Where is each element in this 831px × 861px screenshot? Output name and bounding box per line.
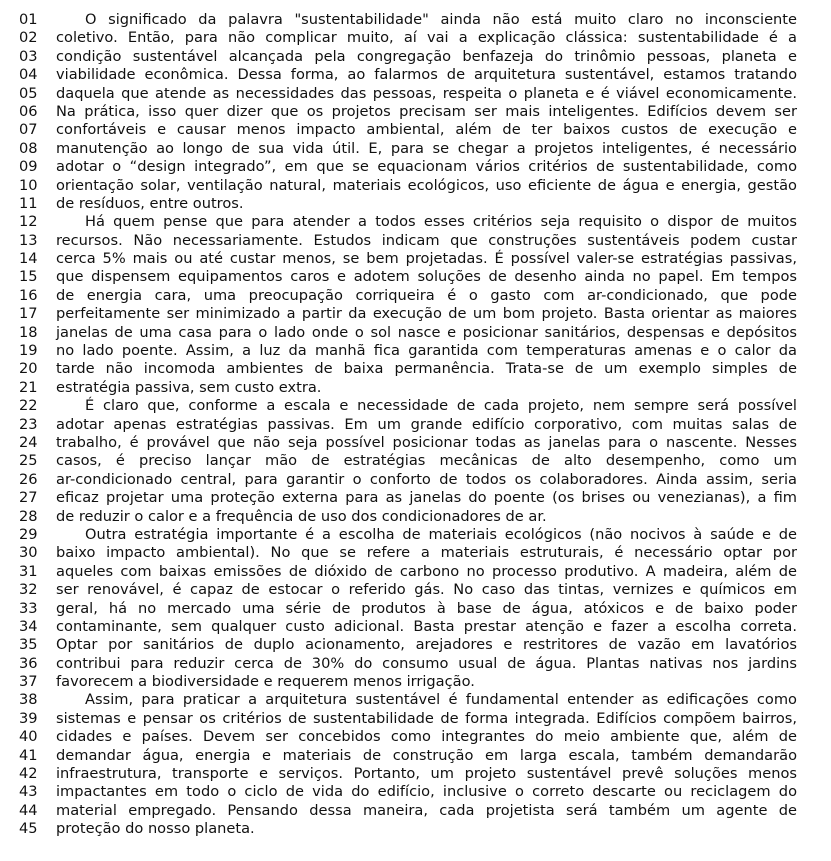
line-text: aqueles com baixas emissões de dióxido de carbono no processo produtivo. A madeira, além de (56, 562, 797, 580)
text-line (0, 342, 831, 360)
line-number: 29 (19, 525, 38, 543)
line-number: 21 (19, 378, 38, 396)
line-text: ar-condicionado central, para garantir o conforto de todos os colaboradores. Ainda assim, seria (56, 470, 797, 488)
text-line (0, 783, 831, 801)
line-text: Optar por sanitários de duplo acionamento, arejadores e restritores de vazão em lavatórios (56, 636, 797, 654)
text-line (0, 489, 831, 507)
line-number: 19 (19, 342, 38, 360)
text-line (0, 85, 831, 103)
text-line (0, 379, 831, 397)
line-number: 02 (19, 29, 38, 47)
line-number: 41 (19, 746, 38, 764)
line-number: 45 (19, 820, 38, 838)
line-text: favorecem a biodiversidade e requerem menos irrigação. (56, 673, 475, 691)
line-number: 43 (19, 783, 38, 801)
text-line (0, 691, 831, 709)
text-line (0, 452, 831, 470)
line-text: tarde não incomoda ambientes de baixa permanência. Trata-se de um exemplo simples de (56, 360, 797, 378)
line-text: demandar água, energia e materiais de construção em larga escala, também demandarão (56, 746, 797, 764)
text-line (0, 103, 831, 121)
line-number: 01 (19, 11, 38, 28)
line-number: 14 (19, 250, 38, 268)
line-number: 40 (19, 728, 38, 746)
line-number: 28 (19, 507, 38, 525)
text-line (0, 158, 831, 176)
line-number: 38 (19, 691, 38, 709)
text-line (0, 471, 831, 489)
line-text: daquela que atende as necessidades das pessoas, respeita o planeta e é viável economicamente. (56, 84, 797, 102)
line-text: geral, há no mercado uma série de produtos à base de água, atóxicos e de baixo poder (56, 599, 797, 617)
line-text: proteção do nosso planeta. (56, 820, 255, 838)
text-line (0, 434, 831, 452)
line-text: confortáveis e causar menos impacto ambiental, além de ter baixos custos de execução e (56, 121, 797, 139)
text-line (0, 305, 831, 323)
text-line (0, 416, 831, 434)
line-number: 33 (19, 599, 38, 617)
line-number: 18 (19, 323, 38, 341)
text-line (0, 48, 831, 66)
line-text: cerca 5% mais ou até custar menos, se bem projetadas. É possível valer-se estratégias passivas, (56, 250, 797, 268)
line-number: 10 (19, 176, 38, 194)
line-text: manutenção ao longo de sua vida útil. E, para se chegar a projetos inteligentes, é necessário (56, 139, 797, 157)
line-number: 39 (19, 709, 38, 727)
line-number: 06 (19, 102, 38, 120)
line-text: É claro que, conforme a escala e necessidade de cada projeto, nem sempre será possível (85, 397, 797, 415)
line-text: trabalho, é provável que não seja possível posicionar todas as janelas para o nascente. Nesses (56, 433, 797, 451)
text-line (0, 600, 831, 618)
line-number: 08 (19, 139, 38, 157)
line-text: de energia cara, uma preocupação corriqueira é o gasto com ar-condicionado, que pode (56, 286, 797, 304)
line-text: que dispensem equipamentos caros e adotem soluções de desenho ainda no papel. Em tempos (56, 268, 797, 286)
line-number: 44 (19, 801, 38, 819)
text-line (0, 195, 831, 213)
text-line (0, 728, 831, 746)
line-number: 03 (19, 47, 38, 65)
text-line (0, 820, 831, 838)
text-line (0, 177, 831, 195)
text-line (0, 544, 831, 562)
text-line (0, 140, 831, 158)
line-text: cidades e países. Devem ser concebidos como integrantes do meio ambiente que, além de (56, 728, 797, 746)
line-text: infraestrutura, transporte e serviços. Portanto, um projeto sustentável prevê soluções menos (56, 765, 797, 783)
text-line (0, 655, 831, 673)
line-number: 32 (19, 581, 38, 599)
line-text: contaminante, sem qualquer custo adicional. Basta prestar atenção e fazer a escolha correta. (56, 617, 797, 635)
line-number: 37 (19, 673, 38, 691)
line-number: 09 (19, 158, 38, 176)
text-line (0, 29, 831, 47)
line-text: Na prática, isso quer dizer que os projetos precisam ser mais inteligentes. Edifícios devem ser (56, 102, 797, 120)
line-number: 34 (19, 617, 38, 635)
text-line (0, 360, 831, 378)
text-line (0, 213, 831, 231)
line-text: estratégia passiva, sem custo extra. (56, 378, 322, 396)
line-number: 16 (19, 286, 38, 304)
line-number: 36 (19, 654, 38, 672)
line-number: 25 (19, 452, 38, 470)
line-text: sistemas e pensar os critérios de sustentabilidade de forma integrada. Edifícios compõem bairros, (56, 709, 797, 727)
line-text: coletivo. Então, para não complicar muito, aí vai a explicação clássica: sustentabilidade é a (56, 29, 797, 47)
line-number: 31 (19, 562, 38, 580)
line-text: material empregado. Pensando dessa maneira, cada projetista será também um agente de (56, 801, 797, 819)
text-line (0, 710, 831, 728)
text-line (0, 673, 831, 691)
line-number: 07 (19, 121, 38, 139)
line-text: impactantes em todo o ciclo de vida do edifício, inclusive o correto descarte ou reciclagem do (56, 783, 797, 801)
line-number: 05 (19, 84, 38, 102)
line-number: 22 (19, 397, 38, 415)
line-text: O significado da palavra "sustentabilidade" ainda não está muito claro no inconsciente (85, 11, 797, 28)
text-line (0, 268, 831, 286)
line-text: viabilidade econômica. Dessa forma, ao falarmos de arquitetura sustentável, estamos tratando (56, 66, 797, 84)
text-line (0, 66, 831, 84)
line-number: 20 (19, 360, 38, 378)
text-line (0, 121, 831, 139)
text-line (0, 508, 831, 526)
line-text: perfeitamente ser minimizado a partir da execução de um bom projeto. Basta orientar as maiores (56, 305, 797, 323)
line-number: 13 (19, 231, 38, 249)
line-text: de resíduos, entre outros. (56, 194, 244, 212)
text-line (0, 324, 831, 342)
line-text: de reduzir o calor e a frequência de uso dos condicionadores de ar. (56, 507, 547, 525)
numbered-text-document (0, 11, 831, 839)
line-number: 12 (19, 213, 38, 231)
line-text: casos, é preciso lançar mão de estratégias mecânicas de alto desempenho, como um (56, 452, 797, 470)
line-number: 42 (19, 765, 38, 783)
text-line (0, 747, 831, 765)
text-line (0, 250, 831, 268)
line-number: 15 (19, 268, 38, 286)
text-line (0, 765, 831, 783)
text-line (0, 287, 831, 305)
line-number: 04 (19, 66, 38, 84)
line-number: 26 (19, 470, 38, 488)
line-text: contribui para reduzir cerca de 30% do consumo usual de água. Plantas nativas nos jardins (56, 654, 797, 672)
line-number: 11 (19, 194, 38, 212)
line-text: orientação solar, ventilação natural, materiais ecológicos, uso eficiente de água e energia, gestão (56, 176, 797, 194)
line-text: Há quem pense que para atender a todos esses critérios seja requisito o dispor de muitos (85, 213, 797, 231)
line-text: eficaz projetar uma proteção externa para as janelas do poente (os brises ou venezianas), a fim (56, 489, 797, 507)
line-number: 30 (19, 544, 38, 562)
line-text: no lado poente. Assim, a luz da manhã fica garantida com temperaturas amenas e o calor da (56, 342, 797, 360)
line-text: Assim, para praticar a arquitetura sustentável é fundamental entender as edificações como (85, 691, 797, 709)
text-line (0, 526, 831, 544)
text-line (0, 581, 831, 599)
text-line (0, 232, 831, 250)
text-line (0, 636, 831, 654)
line-number: 24 (19, 433, 38, 451)
text-line (0, 563, 831, 581)
line-number: 35 (19, 636, 38, 654)
line-text: adotar apenas estratégias passivas. Em um grande edifício corporativo, com muitas salas de (56, 415, 797, 433)
line-number: 17 (19, 305, 38, 323)
line-text: ser renovável, é capaz de estocar o referido gás. No caso das tintas, vernizes e químicos em (56, 581, 797, 599)
line-text: recursos. Não necessariamente. Estudos indicam que construções sustentáveis podem custar (56, 231, 797, 249)
line-text: janelas de uma casa para o lado onde o sol nasce e posicionar sanitários, despensas e depósitos (56, 323, 797, 341)
line-text: adotar o “design integrado”, em que se equacionam vários critérios de sustentabilidade, como (56, 158, 797, 176)
line-text: baixo impacto ambiental). No que se refere a materiais estruturais, é necessário optar por (56, 544, 797, 562)
line-text: condição sustentável alcançada pela congregação benfazeja do trinômio pessoas, planeta e (56, 47, 797, 65)
text-line (0, 802, 831, 820)
text-line (0, 618, 831, 636)
line-number: 27 (19, 489, 38, 507)
line-text: Outra estratégia importante é a escolha de materiais ecológicos (não nocivos à saúde e de (85, 525, 797, 543)
line-number: 23 (19, 415, 38, 433)
text-line (0, 11, 831, 29)
text-line (0, 397, 831, 415)
